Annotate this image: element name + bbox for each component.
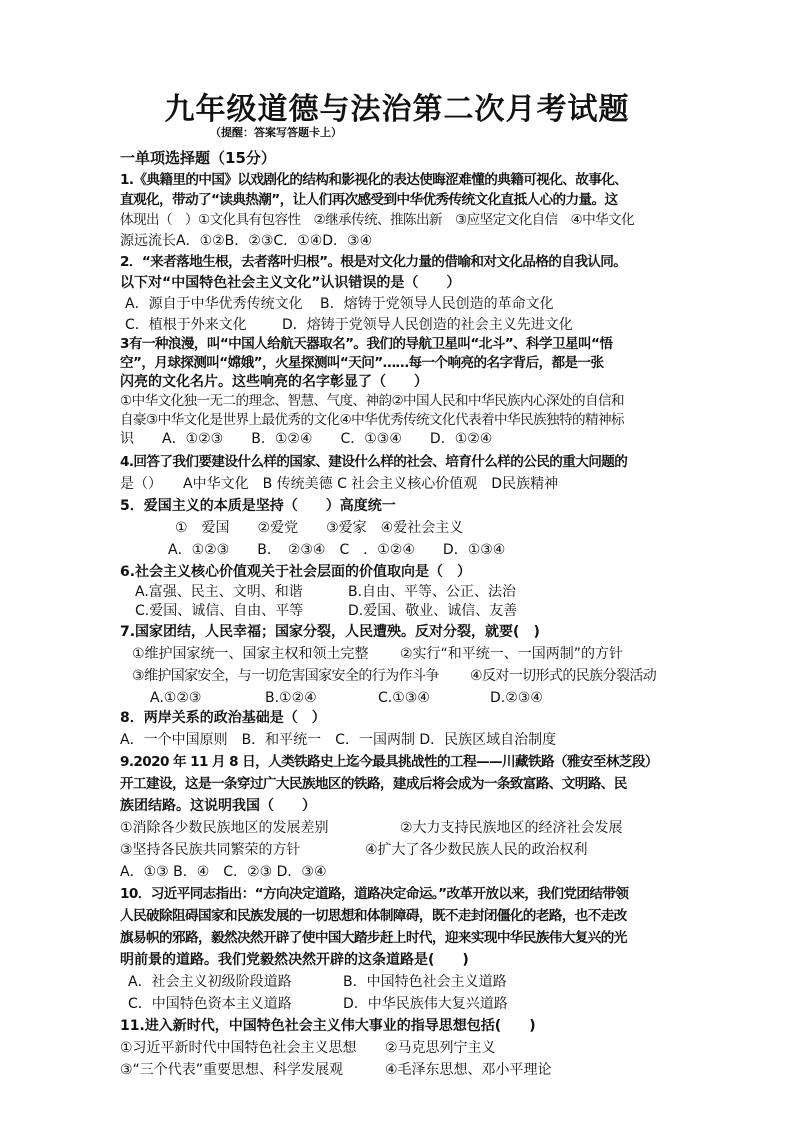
q6-stem: 6.社会主义核心价值观关于社会层面的价值取向是（ ） [120,564,472,580]
q3-line-2: 空”，月球探测叫“嫦娥”，火星探测叫“天问”……每一个响亮的名字背后，都是一张 [120,355,604,371]
q3-line-6: 识 A．①②③ B．①②④ C．①③④ D．①②④ [120,431,493,447]
q7-option-a: A.①②③ [150,690,202,706]
q2-option-b: B．熔铸于党领导人民创造的革命文化 [320,296,554,312]
q7-item-3: ③维护国家安全，与一切危害国家安全的行为作斗争 [132,668,439,684]
q2-option-a: A．源自于中华优秀传统文化 [125,296,303,312]
q10-line-2: 人民破除阻碍国家和民族发展的一切思想和体制障碍，既不走封闭僵化的老路，也不走改 [120,908,627,924]
q7-item-2: ②实行“和平统一、一国两制”的方针 [400,646,624,662]
q11-stem: 11.进入新时代，中国特色社会主义伟大事业的指导思想包括( ) [120,1018,536,1034]
q5-items: ① 爱国 ②爱党 ③爱家 ④爱社会主义 [175,520,464,536]
q11-item-1: ①习近平新时代中国特色社会主义思想 [120,1040,357,1056]
q9-item-3: ③坚持各民族共同繁荣的方针 [120,842,301,858]
q7-option-c: C.①③④ [378,690,430,706]
q6-option-a: A.富强、民主、文明、和谐 [135,584,303,600]
q9-item-4: ④扩大了各少数民族人民的政治权利 [365,842,588,858]
q8-options: A．一个中国原则 B．和平统一 C．一国两制 D．民族区域自治制度 [120,732,557,748]
q10-line-1: 10．习近平同志指出：“方向决定道路，道路决定命运。”改革开放以来，我们党团结带领 [120,886,629,902]
q7-stem: 7.国家团结，人民幸福；国家分裂，人民遭殃。反对分裂，就要( ) [120,624,540,640]
q10-option-a: A．社会主义初级阶段道路 [128,974,292,990]
q9-item-1: ①消除各少数民族地区的发展差别 [120,820,329,836]
q4-line-2: 是（） A中华文化 B 传统美德 C 社会主义核心价值观 D民族精神 [120,476,559,492]
q11-item-4: ④毛泽东思想、邓小平理论 [385,1062,552,1078]
q11-item-2: ②马克思列宁主义 [385,1040,496,1056]
q9-line-3: 族团结路。这说明我国（ ） [120,798,316,814]
q1-line-3: 体现出（ ）①文化具有包容性 ②继承传统、推陈出新 ③应坚定文化自信 ④中华文化 [120,212,635,228]
q6-option-b: B.自由、平等、公正、法治 [348,584,517,600]
page-title: 九年级道德与法治第二次月考试题 [164,92,630,127]
q6-option-d: D.爱国、敬业、诚信、友善 [348,603,518,619]
q5-stem: 5．爱国主义的本质是坚持（ ）高度统一 [120,498,396,514]
q2-option-d: D．熔铸于党领导人民创造的社会主义先进文化 [282,317,573,333]
q10-line-3: 旗易帜的邪路，毅然决然开辟了使中国大踏步赶上时代，迎来实现中华民族伟大复兴的光 [120,930,627,946]
q8-stem: 8．两岸关系的政治基础是（ ） [120,710,326,726]
section-heading: 一单项选择题（15分） [120,149,276,167]
q7-item-4: ④反对一切形式的民族分裂活动 [470,668,657,684]
q7-option-d: D.②③④ [490,690,543,706]
q3-line-5: 自豪③中华文化是世界上最优秀的文化④中华优秀传统文化代表着中华民族独特的精神标 [120,412,624,428]
q9-options: A．①③ B．④ C．②③ D．③④ [120,864,327,880]
q1-line-4: 源远流长A．①②B．②③C．①④D．③④ [120,233,373,249]
q4-line-1: 4.回答了我们要建设什么样的国家、建设什么样的社会、培育什么样的公民的重大问题的 [120,454,628,470]
q5-options: A．①②③ B． ②③④ C ．①②④ D．①③④ [168,542,506,558]
q7-option-b: B.①②④ [265,690,317,706]
q9-item-2: ②大力支持民族地区的经济社会发展 [400,820,623,836]
q2-option-c: C．植根于外来文化 [125,317,247,333]
q10-option-b: B．中国特色社会主义道路 [343,974,507,990]
answer-hint: （提醒：答案写答题卡上） [210,126,342,139]
q10-line-4: 明前景的道路。我们党毅然决然开辟的这条道路是( ) [120,952,469,968]
q9-line-2: 开工建设，这是一条穿过广大民族地区的铁路，建成后将会成为一条致富路、文明路、民 [120,776,627,792]
q10-option-d: D．中华民族伟大复兴道路 [343,996,508,1012]
q6-option-c: C.爱国、诚信、自由、平等 [135,603,304,619]
q3-line-1: 3有一种浪漫，叫“中国人给航天器取名”。我们的导航卫星叫“北斗”、科学卫星叫“悟 [120,336,613,352]
q2-line-2: 以下对“中国特色社会主义文化”认识错误的是（ ） [120,275,461,291]
q9-line-1: 9.2020 年 11 月 8 日，人类铁路史上迄今最具挑战性的工程——川藏铁路（雅安至林芝段） [120,754,658,770]
q10-option-c: C．中国特色资本主义道路 [128,996,292,1012]
q3-line-3: 闪亮的文化名片。这些响亮的名字彰显了（ ） [120,374,428,390]
q11-item-3: ③“三个代表”重要思想、科学发展观 [120,1062,344,1078]
q3-line-4: ①中华文化独一无二的理念、智慧、气度、神韵②中国人民和中华民族内心深处的自信和 [120,393,624,409]
q1-line-1: 1.《典籍里的中国》以戏剧化的结构和影视化的表达使晦涩难懂的典籍可视化、故事化、 [120,172,628,188]
q2-line-1: 2．“来者落地生根，去者落叶归根”。根是对文化力量的借喻和对文化品格的自我认同。 [120,254,627,270]
q7-item-1: ①维护国家统一、国家主权和领土完整 [132,646,369,662]
q1-line-2: 直观化，带动了“读典热潮”，让人们再次感受到中华优秀传统文化直抵人心的力量。这 [120,192,618,208]
